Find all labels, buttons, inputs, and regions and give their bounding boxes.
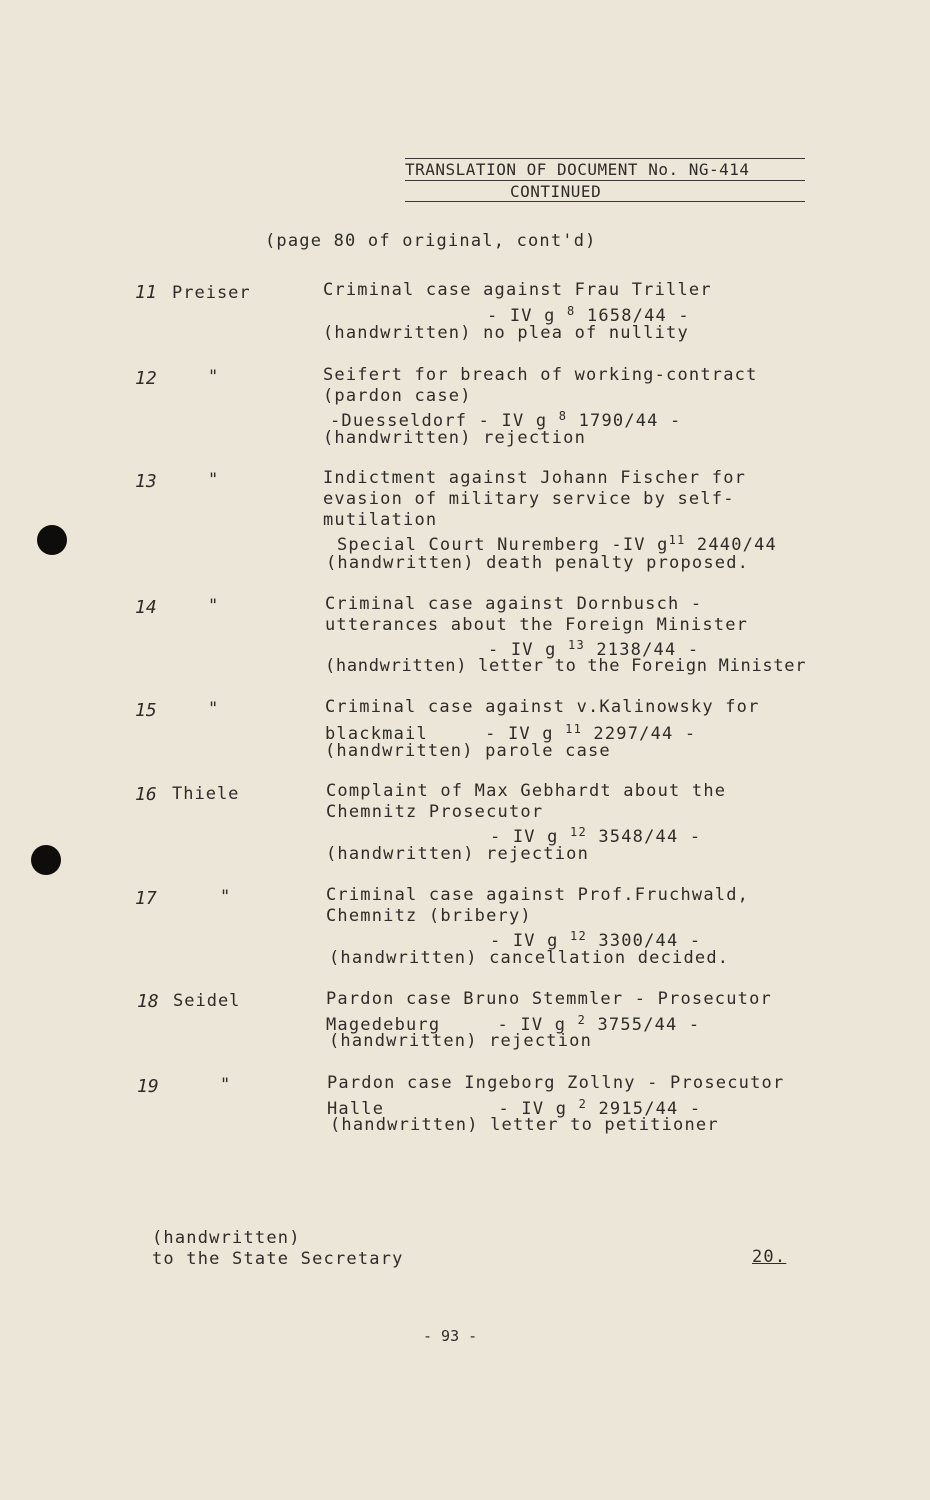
entry-handwritten-note: (handwritten) rejection <box>323 428 587 448</box>
entry-official: " <box>220 1075 232 1095</box>
entry-mark: 17 <box>135 888 157 909</box>
entry-official: Preiser <box>172 283 251 303</box>
footer-number: 20. <box>752 1247 787 1267</box>
entry-mark: 13 <box>135 471 157 492</box>
punch-hole-lower <box>31 845 61 875</box>
entry-line: (pardon case) <box>323 386 472 406</box>
entry-handwritten-note: (handwritten) cancellation decided. <box>329 948 730 968</box>
entry-file-ref: - IV g $^{12}$ 3548/44 - <box>490 825 702 847</box>
document-title: TRANSLATION OF DOCUMENT No. NG-414 <box>405 160 750 179</box>
entry-file-ref: -Duesseldorf - IV g $^8$ 1790/44 - <box>330 409 682 431</box>
entry-mark: 16 <box>135 784 157 805</box>
entry-line: Criminal case against Prof.Fruchwald, <box>326 885 750 905</box>
entry-line: evasion of military service by self- <box>323 489 735 509</box>
entry-handwritten-note: (handwritten) no plea of nullity <box>323 323 689 343</box>
entry-line: Pardon case Ingeborg Zollny - Prosecutor <box>327 1073 785 1093</box>
entry-official: " <box>208 470 220 490</box>
entry-handwritten-note: (handwritten) rejection <box>326 844 590 864</box>
entry-official: Thiele <box>172 784 240 804</box>
entry-line: Chemnitz (bribery) <box>326 906 532 926</box>
entry-line: Pardon case Bruno Stemmler - Prosecutor <box>326 989 772 1009</box>
entry-file-ref: - IV g $^{13}$ 2138/44 - <box>488 638 700 660</box>
entry-handwritten-note: (handwritten) parole case <box>325 741 611 761</box>
footer-recipient: to the State Secretary <box>152 1249 404 1269</box>
footer-handwritten-label: (handwritten) <box>152 1228 301 1248</box>
entry-line: utterances about the Foreign Minister <box>325 615 749 635</box>
entry-handwritten-note: (handwritten) letter to petitioner <box>330 1115 719 1135</box>
entry-handwritten-note: (handwritten) letter to the Foreign Minister <box>325 656 807 676</box>
entry-line: Seifert for breach of working-contract <box>323 365 758 385</box>
entry-file-ref: blackmail - IV g $^{11}$ 2297/44 - <box>325 722 697 744</box>
entry-line: Criminal case against Dornbusch - <box>325 594 703 614</box>
entry-mark: 14 <box>135 597 157 618</box>
entry-file-ref: - IV g $^{12}$ 3300/44 - <box>490 929 702 951</box>
entry-mark: 18 <box>137 991 159 1012</box>
header-bottom-rule <box>405 201 805 202</box>
entry-official: " <box>208 367 220 387</box>
entry-official: " <box>220 887 232 907</box>
page-reference: (page 80 of original, cont'd) <box>265 231 597 251</box>
entry-file-ref: Special Court Nuremberg -IV $g^{11}$ 2440/44 <box>337 533 777 555</box>
entry-line: Indictment against Johann Fischer for <box>323 468 747 488</box>
entry-line: Chemnitz Prosecutor <box>326 802 544 822</box>
entry-line: Criminal case against v.Kalinowsky for <box>325 697 760 717</box>
entry-line: mutilation <box>323 510 438 530</box>
page-number: - 93 - <box>423 1327 478 1345</box>
entry-mark: 15 <box>135 700 157 721</box>
entry-file-ref: Magedeburg - IV g $^2$ 3755/44 - <box>326 1013 701 1035</box>
entry-file-ref: Halle - IV g $^2$ 2915/44 - <box>327 1097 702 1119</box>
entry-official: " <box>208 699 220 719</box>
header-top-rule <box>405 158 805 159</box>
entry-mark: 11 <box>135 282 157 303</box>
document-subtitle: CONTINUED <box>510 182 602 201</box>
entry-handwritten-note: (handwritten) rejection <box>329 1031 593 1051</box>
entry-handwritten-note: (handwritten) death penalty proposed. <box>326 553 750 573</box>
entry-official: Seidel <box>173 991 241 1011</box>
entry-mark: 12 <box>135 368 157 389</box>
punch-hole-upper <box>37 525 67 555</box>
entry-file-ref: - IV g $^8$ 1658/44 - <box>487 304 690 326</box>
entry-mark: 19 <box>137 1076 159 1097</box>
title-underline <box>405 180 805 181</box>
entry-line: Criminal case against Frau Triller <box>323 280 712 300</box>
entry-line: Complaint of Max Gebhardt about the <box>326 781 727 801</box>
entry-official: " <box>208 596 220 616</box>
